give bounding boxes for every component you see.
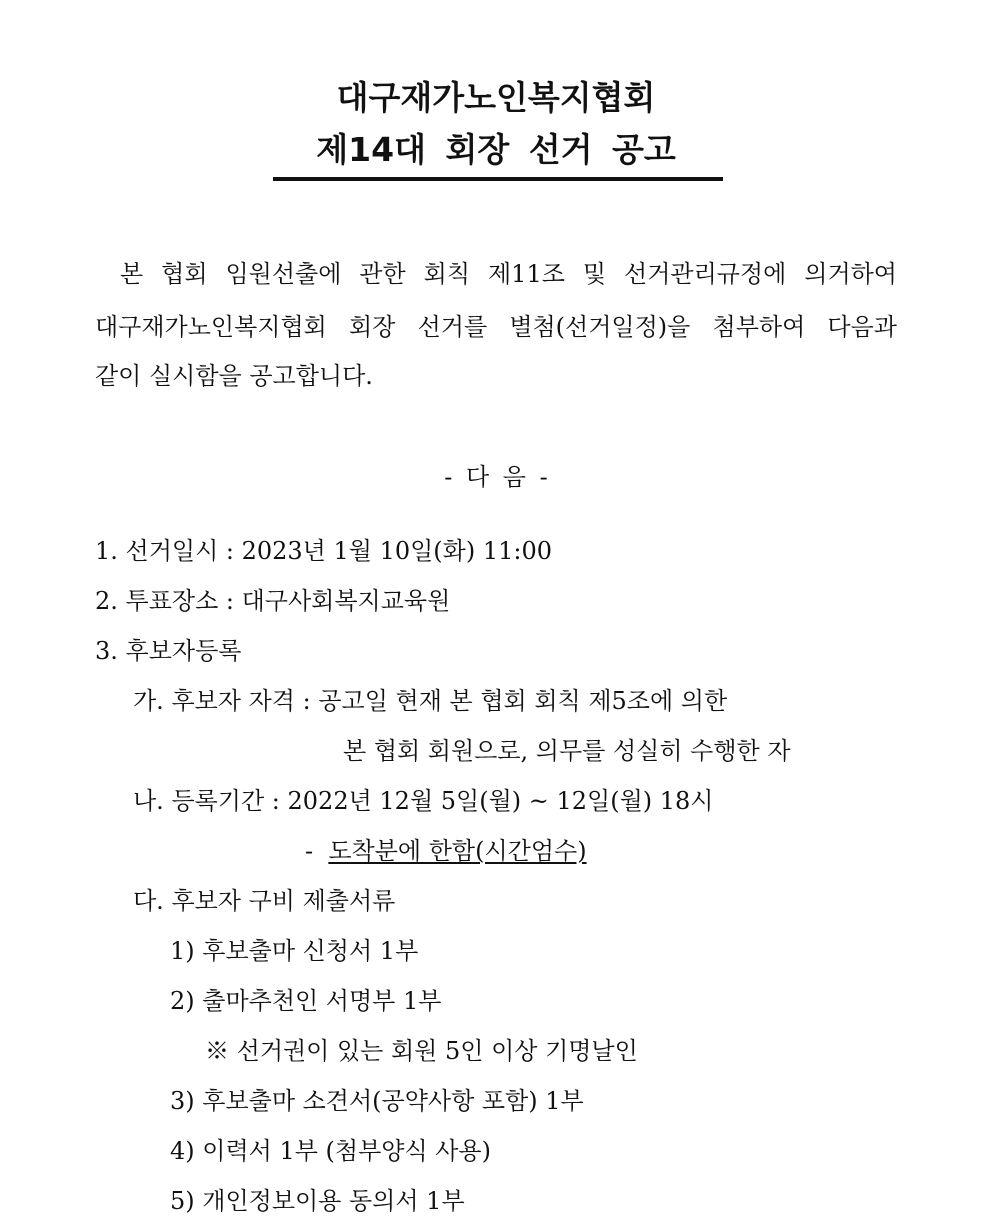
sub-qualification: 가. 후보자 자격 : 공고일 현재 본 협회 회칙 제5조에 의한 xyxy=(133,687,728,715)
period-note-dash: - xyxy=(305,837,314,865)
document-item: 1) 후보출마 신청서 1부 xyxy=(170,937,419,965)
intro-line-2: 대구재가노인복지협회 회장 선거를 별첨(선거일정)을 첨부하여 다음과 xyxy=(95,313,897,341)
document-item: 4) 이력서 1부 (첨부양식 사용) xyxy=(170,1137,491,1165)
section-heading: - 다 음 - xyxy=(444,463,548,491)
sub-required-documents: 다. 후보자 구비 제출서류 xyxy=(133,887,396,915)
document-item: 2) 출마추천인 서명부 1부 xyxy=(170,987,442,1015)
page-title: 대구재가노인복지협회 xyxy=(336,78,656,117)
intro-line-1: 본 협회 임원선출에 관한 회칙 제11조 및 선거관리규정에 의거하여 xyxy=(120,260,897,288)
title-underline xyxy=(273,177,723,181)
item-candidate-registration: 3. 후보자등록 xyxy=(95,637,242,665)
page-subtitle: 제14대 회장 선거 공고 xyxy=(316,130,676,169)
sub-qualification-cont: 본 협회 회원으로, 의무를 성실히 수행한 자 xyxy=(343,737,791,765)
document-item: 5) 개인정보이용 동의서 1부 xyxy=(170,1187,465,1215)
item-election-date: 1. 선거일시 : 2023년 1월 10일(화) 11:00 xyxy=(95,537,553,565)
sub-period-note xyxy=(305,836,587,866)
item-voting-place: 2. 투표장소 : 대구사회복지교육원 xyxy=(95,587,451,615)
document-item: 3) 후보출마 소견서(공약사항 포함) 1부 xyxy=(170,1087,584,1115)
sub-registration-period: 나. 등록기간 : 2022년 12월 5일(월) ~ 12일(월) 18시 xyxy=(133,787,714,815)
intro-line-3: 같이 실시함을 공고합니다. xyxy=(95,362,373,390)
period-note-text: 도착분에 한함(시간엄수) xyxy=(328,837,587,865)
document-note: ※ 선거권이 있는 회원 5인 이상 기명날인 xyxy=(205,1037,638,1065)
